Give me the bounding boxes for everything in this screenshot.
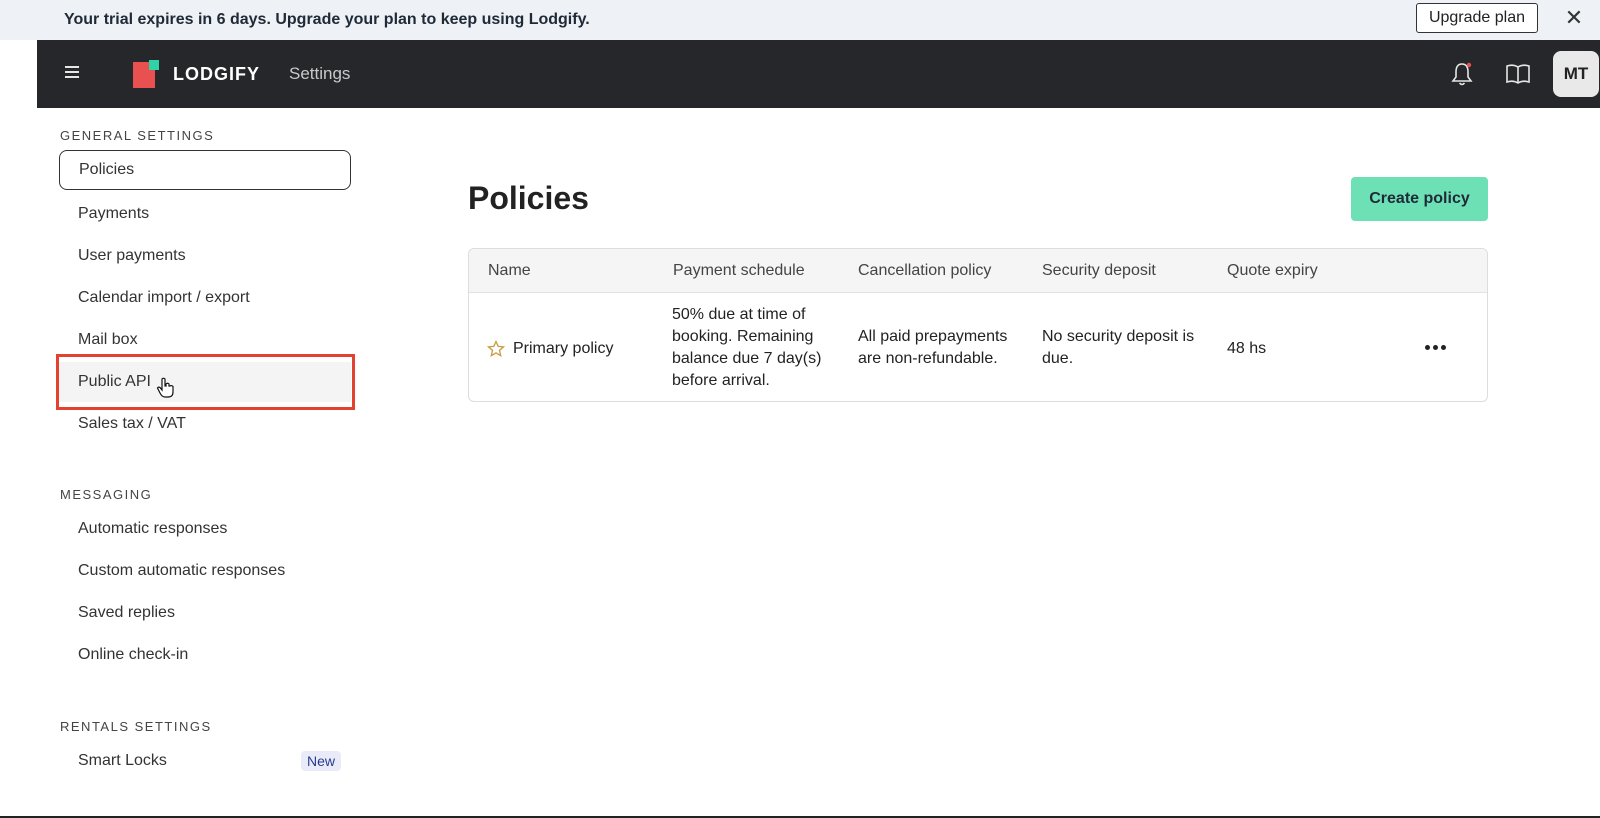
user-avatar[interactable]: MT	[1553, 51, 1599, 97]
sidebar-item-mail-box[interactable]: Mail box	[78, 331, 138, 348]
payment-schedule-line: booking. Remaining	[672, 328, 814, 345]
sidebar-item-payments[interactable]: Payments	[78, 205, 150, 222]
payment-schedule-cell	[672, 304, 821, 392]
sidebar-item-sales-tax-vat[interactable]: Sales tax / VAT	[78, 415, 186, 432]
deposit-line: No security deposit is	[1042, 328, 1195, 345]
sidebar-item-automatic-responses[interactable]: Automatic responses	[78, 520, 228, 537]
menu-icon[interactable]	[65, 66, 79, 78]
settings-sidebar	[37, 108, 377, 818]
upgrade-plan-button[interactable]: Upgrade plan	[1416, 3, 1538, 33]
sidebar-item-label: Smart Locks	[78, 752, 167, 769]
column-header-payment-schedule: Payment schedule	[673, 262, 805, 279]
sidebar-item-online-check-in[interactable]: Online check-in	[78, 646, 189, 663]
payment-schedule-line: before arrival.	[672, 372, 770, 389]
column-header-quote-expiry: Quote expiry	[1227, 262, 1318, 279]
hand-pointer-icon	[156, 377, 176, 399]
top-navigation	[37, 40, 1600, 108]
new-badge: New	[301, 751, 341, 771]
policy-name[interactable]: Primary policy	[513, 340, 614, 357]
nav-section-title: Settings	[289, 64, 351, 83]
sidebar-item-calendar-import-export[interactable]: Calendar import / export	[78, 289, 250, 306]
star-icon[interactable]	[487, 340, 505, 358]
payment-schedule-line: balance due 7 day(s)	[672, 350, 822, 367]
section-label-general: GENERAL SETTINGS	[60, 128, 215, 143]
deposit-line: due.	[1042, 350, 1074, 367]
cancellation-line: All paid prepayments	[858, 328, 1008, 345]
create-policy-button[interactable]: Create policy	[1351, 177, 1488, 221]
brand-name: LODGIFY	[173, 63, 260, 84]
trial-message: Your trial expires in 6 days. Upgrade your plan to keep using Lodgify.	[64, 11, 590, 28]
column-header-security-deposit: Security deposit	[1042, 262, 1156, 279]
lodgify-logo[interactable]	[133, 60, 260, 88]
sidebar-item-saved-replies[interactable]: Saved replies	[78, 604, 175, 621]
bell-icon[interactable]	[1450, 60, 1474, 88]
column-header-name: Name	[488, 262, 531, 279]
more-options-icon[interactable]	[1417, 335, 1453, 359]
security-deposit-cell	[1042, 326, 1194, 370]
sidebar-item-smart-locks[interactable]	[59, 741, 351, 781]
sidebar-item-policies[interactable]: Policies	[59, 150, 351, 190]
book-icon[interactable]	[1504, 60, 1532, 88]
page-title: Policies	[468, 180, 589, 216]
table-header	[469, 249, 1487, 293]
trial-banner	[0, 0, 1600, 40]
payment-schedule-line: 50% due at time of	[672, 306, 806, 323]
sidebar-item-public-api[interactable]: Public API	[59, 362, 351, 402]
sidebar-item-custom-automatic-responses[interactable]: Custom automatic responses	[78, 562, 286, 579]
policies-table	[468, 248, 1488, 402]
quote-expiry-cell: 48 hs	[1227, 340, 1267, 357]
section-label-messaging: MESSAGING	[60, 487, 153, 502]
sidebar-item-user-payments[interactable]: User payments	[78, 247, 186, 264]
logo-mark-icon	[133, 60, 161, 88]
column-header-cancellation-policy: Cancellation policy	[858, 262, 992, 279]
section-label-rentals: RENTALS SETTINGS	[60, 719, 212, 734]
close-icon[interactable]: ✕	[1564, 5, 1584, 30]
cancellation-line: are non-refundable.	[858, 350, 998, 367]
cancellation-policy-cell	[858, 326, 1007, 370]
